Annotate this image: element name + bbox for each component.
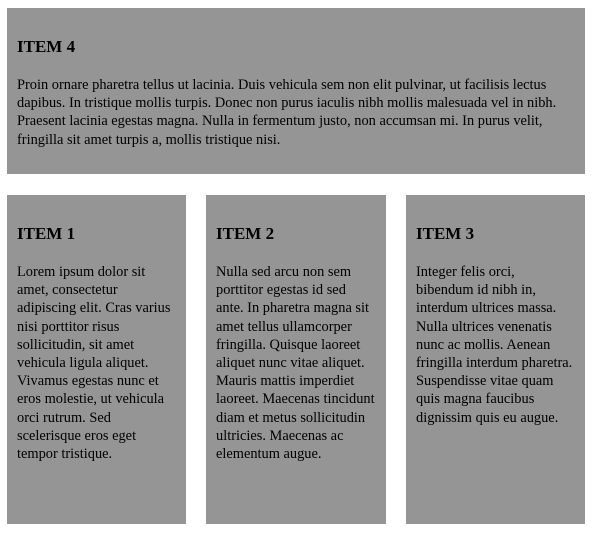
item-4-title: ITEM 4	[17, 37, 76, 56]
item-2-card	[206, 195, 386, 524]
item-4-card	[7, 8, 585, 174]
item-1-title: ITEM 1	[17, 224, 76, 243]
item-2-body: Nulla sed arcu non sem porttitor egestas id sed ante. In pharetra magna sit amet tellus ullamcorper fringilla. Quisque laoreet aliquet nunc vitae aliquet. Mauris mattis imperdiet laoreet. Maecenas tincidunt diam et metus sollicitudin ultricies. Maecenas ac elementum augue.	[216, 264, 375, 463]
item-3-body: Integer felis orci, bibendum id nibh in, interdum ultrices massa. Nulla ultrices venenatis nunc ac mollis. Aenean fringilla interdum pharetra. Suspendisse vitae quam quis magna faucibus dignissim quis eu augue.	[416, 264, 573, 426]
item-3-card	[406, 195, 585, 524]
item-4-body: Proin ornare pharetra tellus ut lacinia. Duis vehicula sem non elit pulvinar, ut facilisis lectus dapibus. In tristique mollis turpis. Donec non purus iaculis nibh mollis malesuada vel in nibh. Praesent lacinia egestas magna. Nulla in fermentum justo, non accumsan mi. In purus velit, fringilla sit amet turpis a, mollis tristique nisi.	[17, 77, 557, 148]
item-1-card	[7, 195, 186, 524]
item-2-title: ITEM 2	[216, 224, 275, 243]
item-1-body: Lorem ipsum dolor sit amet, consectetur adipiscing elit. Cras varius nisi porttitor risus sollicitudin, sit amet vehicula ligula aliquet. Vivamus egestas nunc et eros molestie, ut vehicula orci rutrum. Sed scelerisque eros eget tempor tristique.	[17, 264, 171, 463]
item-3-title: ITEM 3	[416, 224, 475, 243]
